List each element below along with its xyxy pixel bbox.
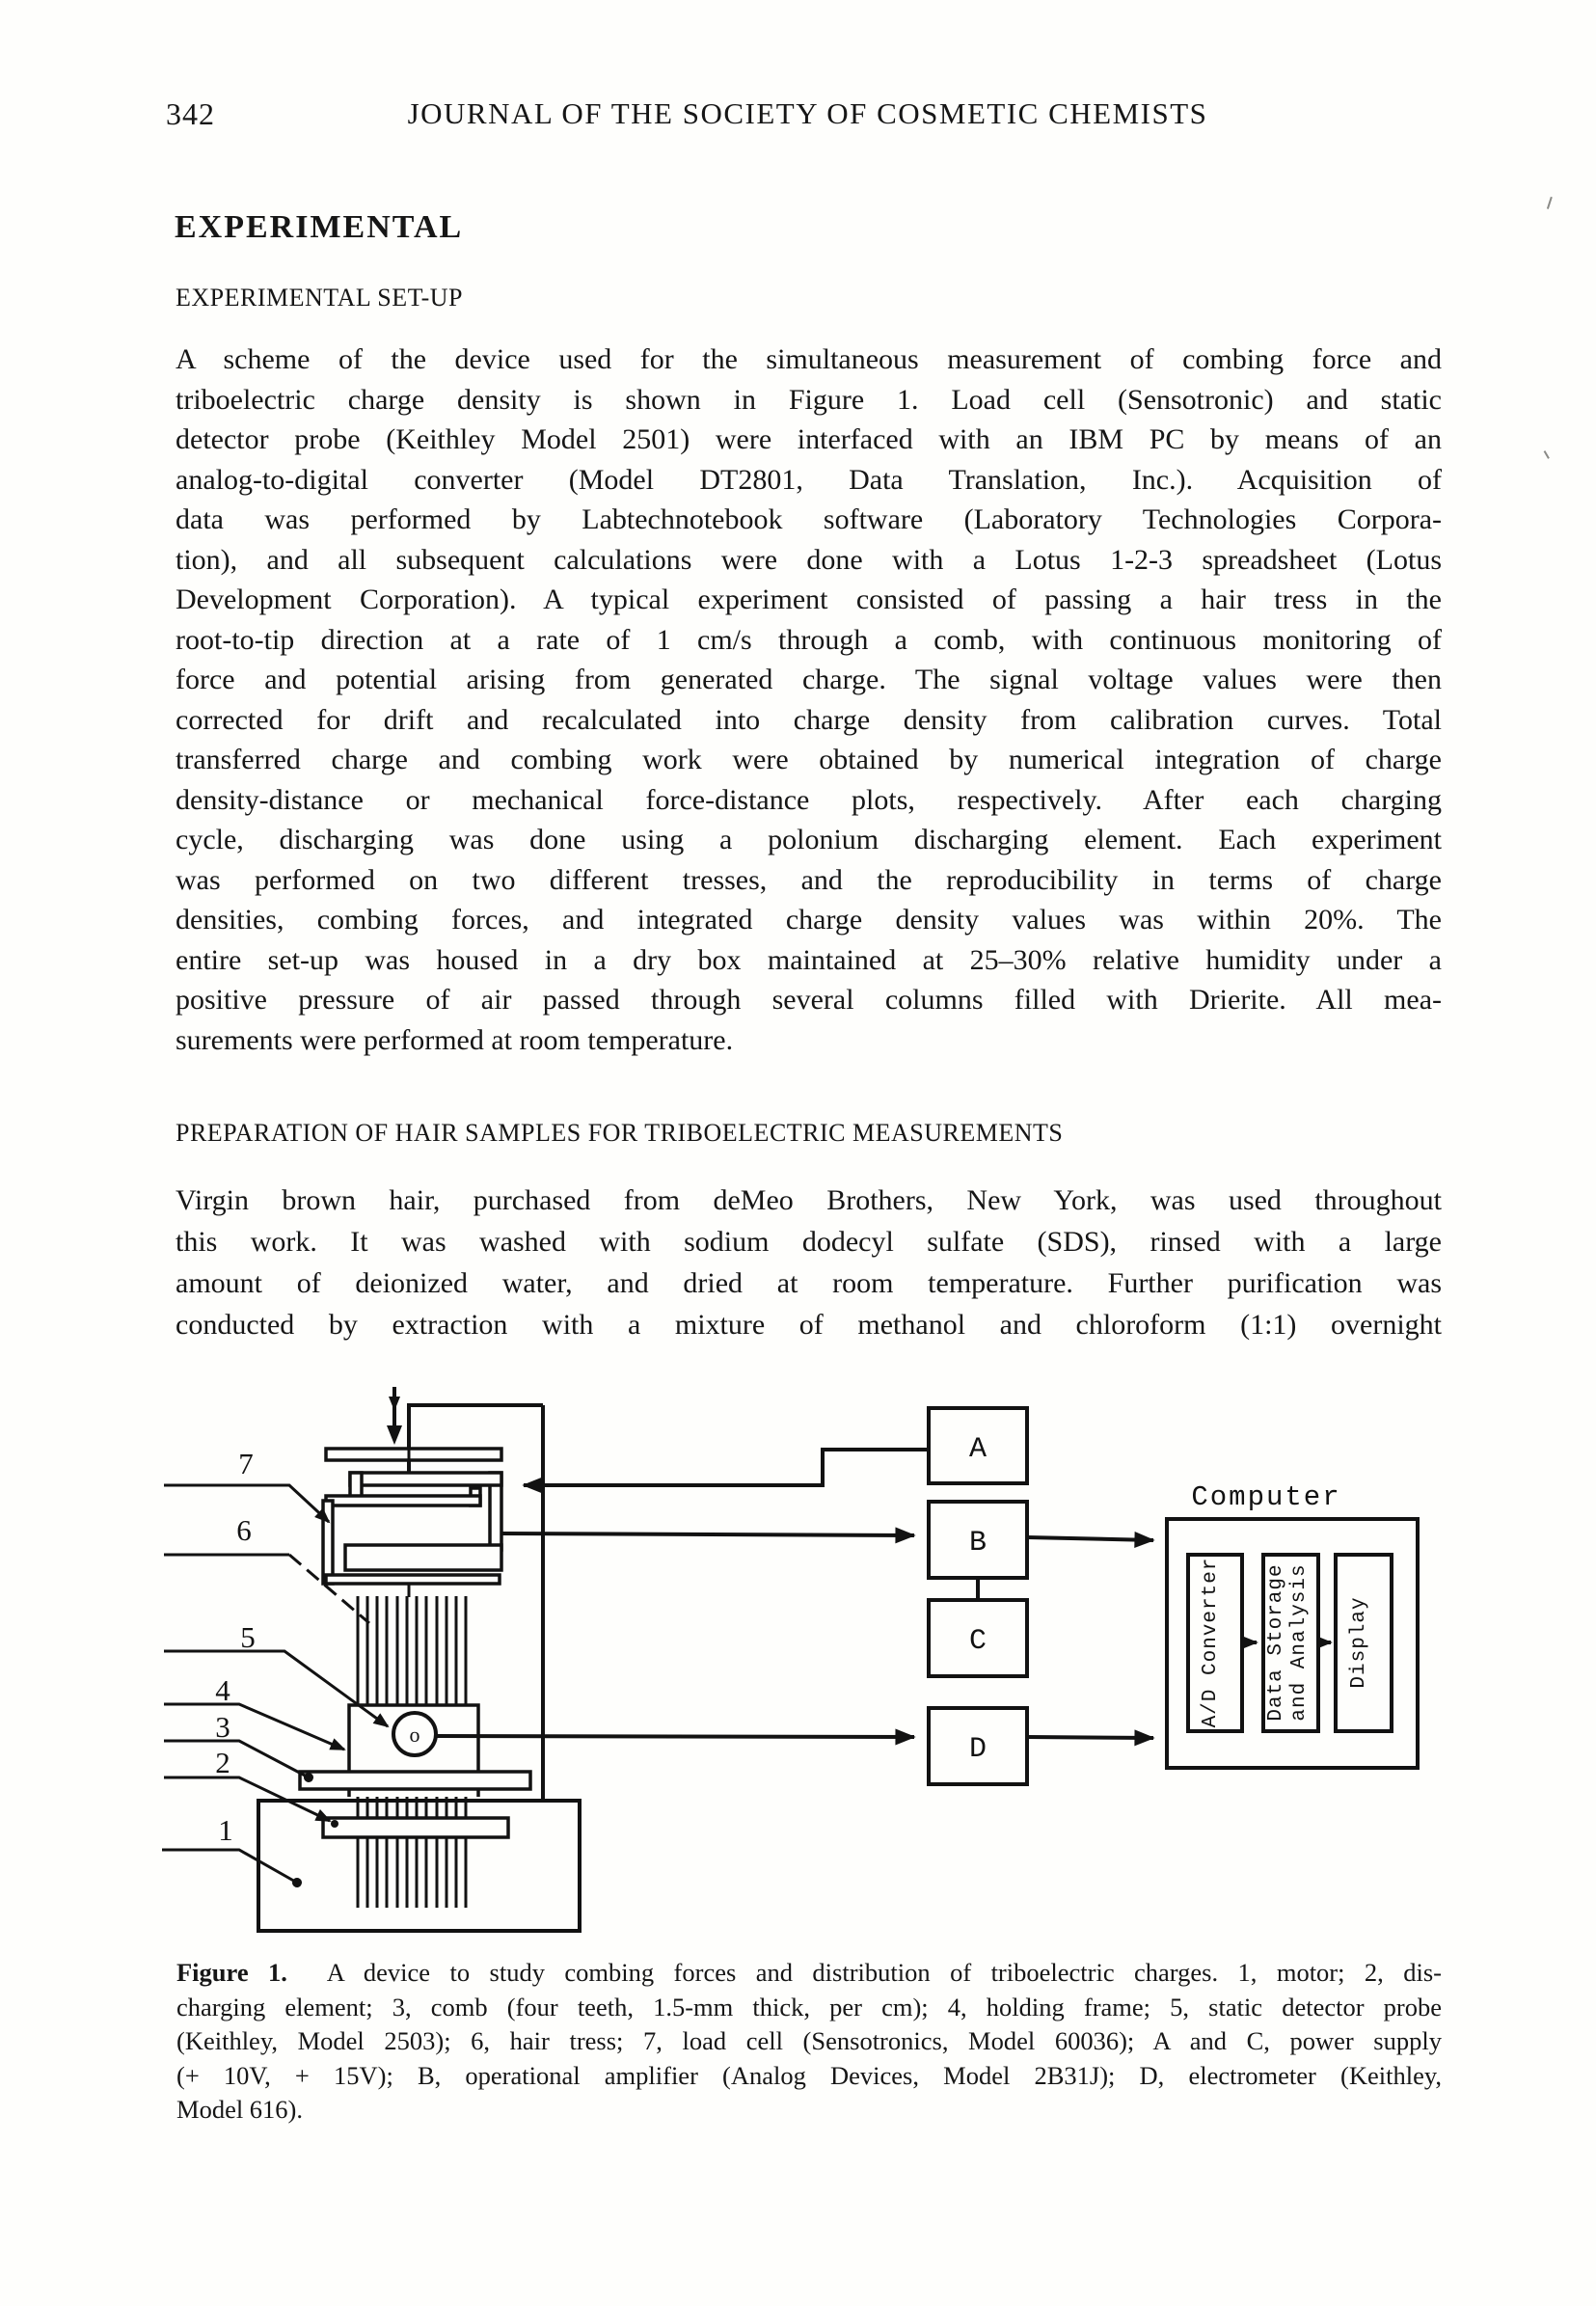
box-A: [929, 1408, 1027, 1483]
text-line: data was performed by Labtechnotebook software (Laboratory Technologies Corpora-: [176, 503, 1442, 535]
module-display-label: Display: [1348, 1596, 1370, 1689]
comb-bar: [300, 1772, 530, 1789]
D-to-computer-line: [1027, 1737, 1153, 1738]
box-D: [929, 1708, 1027, 1784]
scan-artifact: [1541, 195, 1553, 209]
discharging-bar: [323, 1818, 508, 1837]
text-line: force and potential arising from generated charge. The signal voltage values were then: [176, 664, 1442, 695]
label-6: 6: [236, 1513, 252, 1547]
label-1: 1: [218, 1813, 233, 1847]
label-5: 5: [240, 1620, 256, 1654]
text-line: tion), and all subsequent calculations were done with a Lotus 1-2-3 spreadsheet (Lotus: [176, 543, 1442, 576]
label-7: 7: [238, 1447, 254, 1480]
B-to-computer-line: [1027, 1537, 1153, 1540]
box-B-label: B: [968, 1527, 987, 1560]
motion-arrow-icon: [387, 1387, 402, 1445]
text-line: densities, combing forces, and integrated charge density values was within 20%. The: [176, 904, 1442, 936]
module-storage-label-2: and Analysis: [1288, 1563, 1311, 1722]
caption-first-text: A device to study combing forces and distribution of triboelectric charges. 1, motor; 2, dis-: [326, 1958, 1442, 1987]
text-line: Development Corporation). A typical experiment consisted of passing a hair tress in the: [176, 583, 1442, 615]
probe-circle: [393, 1713, 436, 1755]
section-heading: EXPERIMENTAL: [175, 209, 464, 245]
label-4: 4: [215, 1673, 230, 1707]
box-D-label: D: [968, 1733, 987, 1766]
journal-title: JOURNAL OF THE SOCIETY OF COSMETIC CHEMISTS: [407, 96, 1208, 130]
text-line: amount of deionized water, and dried at room temperature. Further purification was: [176, 1267, 1442, 1299]
text-line: cycle, discharging was done using a polonium discharging element. Each experiment: [176, 824, 1442, 855]
text-line: root-to-tip direction at a rate of 1 cm/s through a comb, with continuous monitoring of: [176, 623, 1442, 656]
text-line: triboelectric charge density is shown in Figure 1. Load cell (Sensotronic) and static: [176, 383, 1442, 416]
text-line: (+ 10V, + 15V); B, operational amplifier (Analog Devices, Model 2B31J); D, electrometer (Keithley,: [176, 2060, 1442, 2090]
text-line: analog-to-digital converter (Model DT2801, Data Translation, Inc.). Acquisition of: [176, 463, 1442, 496]
scan-artifact: [1540, 450, 1550, 461]
figure-caption: [176, 1956, 1442, 2128]
text-line: charging element; 3, comb (four teeth, 1.5-mm thick, per cm); 4, holding frame; 5, static detector probe: [176, 1992, 1442, 2021]
paragraph-setup: [176, 339, 1442, 1060]
paragraph-preparation: [176, 1180, 1442, 1345]
module-storage-label-1: Data Storage: [1265, 1563, 1287, 1722]
probe-letter: o: [409, 1723, 420, 1747]
box-C-label: C: [968, 1625, 987, 1658]
text-line: this work. It was washed with sodium dodecyl sulfate (SDS), rinsed with a large: [176, 1226, 1442, 1258]
caption-figure-label: Figure 1.: [176, 1958, 287, 1987]
page-number: 342: [166, 96, 215, 131]
top-plate: [326, 1449, 501, 1460]
box-C: [929, 1600, 1027, 1676]
text-line: density-distance or mechanical force-distance plots, respectively. After each charging: [176, 783, 1442, 816]
powerA-to-loadcell-line: [524, 1450, 929, 1485]
text-line: was performed on two different tresses, and the reproducibility in terms of charge: [176, 863, 1442, 896]
subsection-preparation: PREPARATION OF HAIR SAMPLES FOR TRIBOELECTRIC MEASUREMENTS: [176, 1119, 1064, 1147]
text-line: detector probe (Keithley Model 2501) were interfaced with an IBM PC by means of an: [176, 423, 1442, 455]
probe-to-D-line: [436, 1736, 914, 1737]
caption-line: [176, 1956, 1442, 1991]
module-adc-label: A/D Converter: [1200, 1557, 1222, 1728]
label-3: 3: [215, 1710, 230, 1744]
text-line: conducted by extraction with a mixture of methanol and chloroform (1:1) overnight: [176, 1309, 1442, 1341]
text-line: surements were performed at room temperature.: [176, 1023, 734, 1056]
computer-label: Computer: [1191, 1481, 1341, 1513]
box-B: [929, 1502, 1027, 1578]
text-line: transferred charge and combing work were obtained by numerical integration of charge: [176, 744, 1442, 775]
text-line: Virgin brown hair, purchased from deMeo Brothers, New York, was used throughout: [176, 1184, 1442, 1216]
subsection-setup: EXPERIMENTAL SET-UP: [176, 284, 464, 312]
text-line: A scheme of the device used for the simultaneous measurement of combing force and: [176, 343, 1442, 375]
label-2: 2: [215, 1746, 230, 1779]
loadcell-to-B-line: [501, 1533, 914, 1535]
load-cell: [323, 1473, 501, 1597]
text-line: (Keithley, Model 2503); 6, hair tress; 7, load cell (Sensotronics, Model 60036); A and C, power supply: [176, 2026, 1442, 2055]
text-line: entire set-up was housed in a dry box maintained at 25–30% relative humidity under a: [176, 943, 1442, 976]
caption-rest: [176, 1991, 1442, 2128]
figure-diagram: [0, 1360, 1596, 1963]
hanger-line: [409, 1405, 543, 1473]
text-line: corrected for drift and recalculated into charge density from calibration curves. Total: [176, 703, 1442, 736]
box-A-label: A: [968, 1433, 987, 1466]
text-line: positive pressure of air passed through several columns filled with Drierite. All mea-: [176, 984, 1442, 1016]
computer-block: [1167, 1481, 1418, 1768]
text-line: Model 616).: [176, 2095, 304, 2124]
